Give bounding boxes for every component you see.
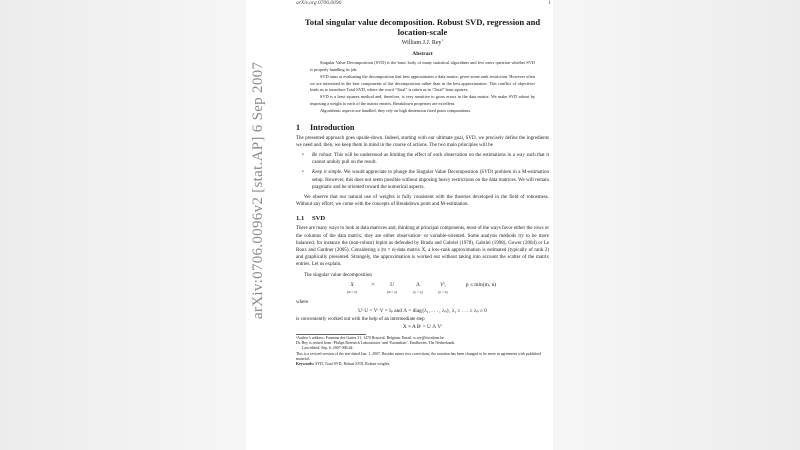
- subsection-number: 1.1: [296, 215, 305, 223]
- abstract-heading: Abstract: [412, 51, 433, 58]
- eq-term-v: [430, 282, 456, 294]
- page-content: [296, 14, 549, 450]
- eq-condition: [456, 282, 506, 288]
- abstract-paragraph: SVD aims at evaluating the decomposition that best approximates a data matrix, given some rank restriction. However often we are interested in the best components of the decomposition rather than in the best approximation. This conflict of objectives leads us to introduce Total SVD, where the word “Total” is taken as in “Total” least squares.: [310, 73, 535, 93]
- eq-dimension: [p × n]: [438, 289, 448, 294]
- equation-intermediate: X ≈ A Bᵗ = U Λ Vᵗ: [402, 324, 443, 331]
- author-line: [296, 38, 549, 46]
- eq-dimension: [m × n]: [346, 289, 358, 294]
- footnote: This is a revised version of the text dated Jun. 1, 2007. Besides minor text corrections, the notation has been changed to be more in agreement with published material.: [296, 351, 541, 361]
- bullet-icon: •: [302, 152, 304, 158]
- footnote: Last edited: Sep. 6, 2007 006:44.: [302, 346, 354, 351]
- eq-approx: [368, 282, 378, 288]
- svd-paragraph: There are many ways to look at data matrices and, thinking at principal components, most of the ways favor either the rows or the columns of the data matrix; they are either observation- or variable-oriented. Some analysis methods try to be more balanced, for instance the (non-robust) biplot as defended by Bradu and Gabriel (1978), Gabriel (1998), Gower (2004) or Le Roux and Gardner (2005). Considering a |m × n|-data matrix X, a low-rank approximation is estimated (typically of rank 2) and graphically presented. Strangely, the approximation is worked out without taking into account the scatter of the matrix entries. Let us explain.: [296, 226, 549, 268]
- eq-operator: ≈: [371, 281, 375, 288]
- footnote: ¹Author’s address: Fontaine des Gattes 31, 1470 Bousval, Belgium. Email: w.rey@tiscalinet.be: [296, 336, 445, 341]
- abstract-paragraph: SVD is a least squares method and, therefore, is very sensitive to gross errors in the data matrix. We make SVD robust by imposing a weight to each of the matrix entries. Breakdown properties are excellent.: [310, 94, 535, 106]
- intro-paragraph: The presented approach goes upside-down. Indeed, starting with our ultimate goal, SVD, we precisely define the ingredients we need and, then, we keep them in mind in the course of actions. The two main principles will be: [296, 135, 549, 148]
- bullet-text: We would appreciate to plunge the Singular Value Decomposition (SVD) problem in a M-estimation setup. However, this does not seem possible without imposing heavy restrictions on the data matrices. We will remain pragmatic and be oriented toward the numerical aspects.: [312, 170, 549, 190]
- page-header: [296, 0, 551, 8]
- eq-text: p ≤ min(m, n): [465, 281, 497, 288]
- arxiv-stamp: arXiv:0706.0096v2 [stat.AP] 6 Sep 2007: [250, 61, 266, 319]
- eq-symbol: X: [350, 281, 354, 288]
- abstract-paragraph: Algorithmic aspects are handled; they rely on high dimension fixed point computations.: [320, 107, 472, 113]
- eq-term-x: [340, 282, 364, 294]
- principles-list: [296, 152, 549, 191]
- page-number: 1: [548, 0, 551, 6]
- closing-paragraph: We observe that our natural use of weights is fully consistent with the theories developed in the field of robustness. Without any effort, we come with the concepts of Breakdown point and M-estimation.: [296, 194, 549, 208]
- eq-term-u: [380, 282, 404, 294]
- author-footnote-mark[interactable]: 1: [441, 38, 444, 43]
- eq-symbol: U: [390, 281, 394, 288]
- keywords-label: Keywords:: [296, 362, 315, 367]
- section-title: Introduction: [310, 122, 355, 132]
- paper-page: [246, 0, 553, 450]
- eq-symbol: Λ: [416, 281, 420, 288]
- section-number: 1: [296, 122, 301, 132]
- where-label: where: [296, 299, 309, 305]
- paper-title: Total singular value decomposition. Robust SVD, regression and location-scale: [304, 17, 541, 37]
- subsection-heading-svd: [296, 215, 549, 222]
- bullet-text: This will be understood as limiting the effect of each observation on the estimations in a way such that it cannot unduly pull on the result.: [312, 152, 549, 166]
- author-name: William J.J. Rey: [401, 40, 442, 47]
- backdrop-right: [553, 0, 800, 450]
- list-item: [296, 169, 549, 191]
- eq-term-lambda: [406, 282, 430, 294]
- bullet-label: Be robust.: [312, 152, 333, 158]
- section-heading-introduction: [296, 123, 549, 132]
- intermediate-step-text: is conveniently worked out with the help of an intermediate step: [296, 316, 425, 322]
- equation-constraints: Uᵗ U = Vᵗ V = Iₚ and Λ = diag{λ₁, . . . , λₚ}, λ₁ ≥ . . . ≥ λₚ ≥ 0: [358, 307, 487, 314]
- arxiv-reference[interactable]: arXiv.org 0706.0096: [296, 0, 342, 6]
- bullet-icon: •: [302, 170, 304, 176]
- keywords-text: SVD, Total SVD, Robust SVD, Robust weights.: [315, 362, 391, 367]
- bullet-label: Keep it simple.: [312, 170, 343, 176]
- subsection-title: SVD: [312, 215, 326, 223]
- abstract: [310, 60, 535, 114]
- backdrop-left: [0, 0, 246, 450]
- footnote: Dr. Rey is retired from ‘Philips Research Laboratories’ and ‘Eurandom’, Eindhoven, The Netherlands.: [296, 341, 456, 346]
- svd-lead-in: The singular value decomposition: [304, 272, 372, 278]
- keywords-line: [296, 362, 549, 367]
- eq-symbol: Vᵗ,: [440, 281, 446, 288]
- eq-dimension: [m × p]: [386, 289, 398, 294]
- equation-svd: [296, 282, 549, 298]
- abstract-paragraph: Singular Value Decomposition (SVD) is the basic body of many statistical algorithms and few users question whether SVD is properly handling its job.: [310, 60, 535, 72]
- list-item: [296, 152, 549, 166]
- eq-dimension: [p × p]: [413, 289, 423, 294]
